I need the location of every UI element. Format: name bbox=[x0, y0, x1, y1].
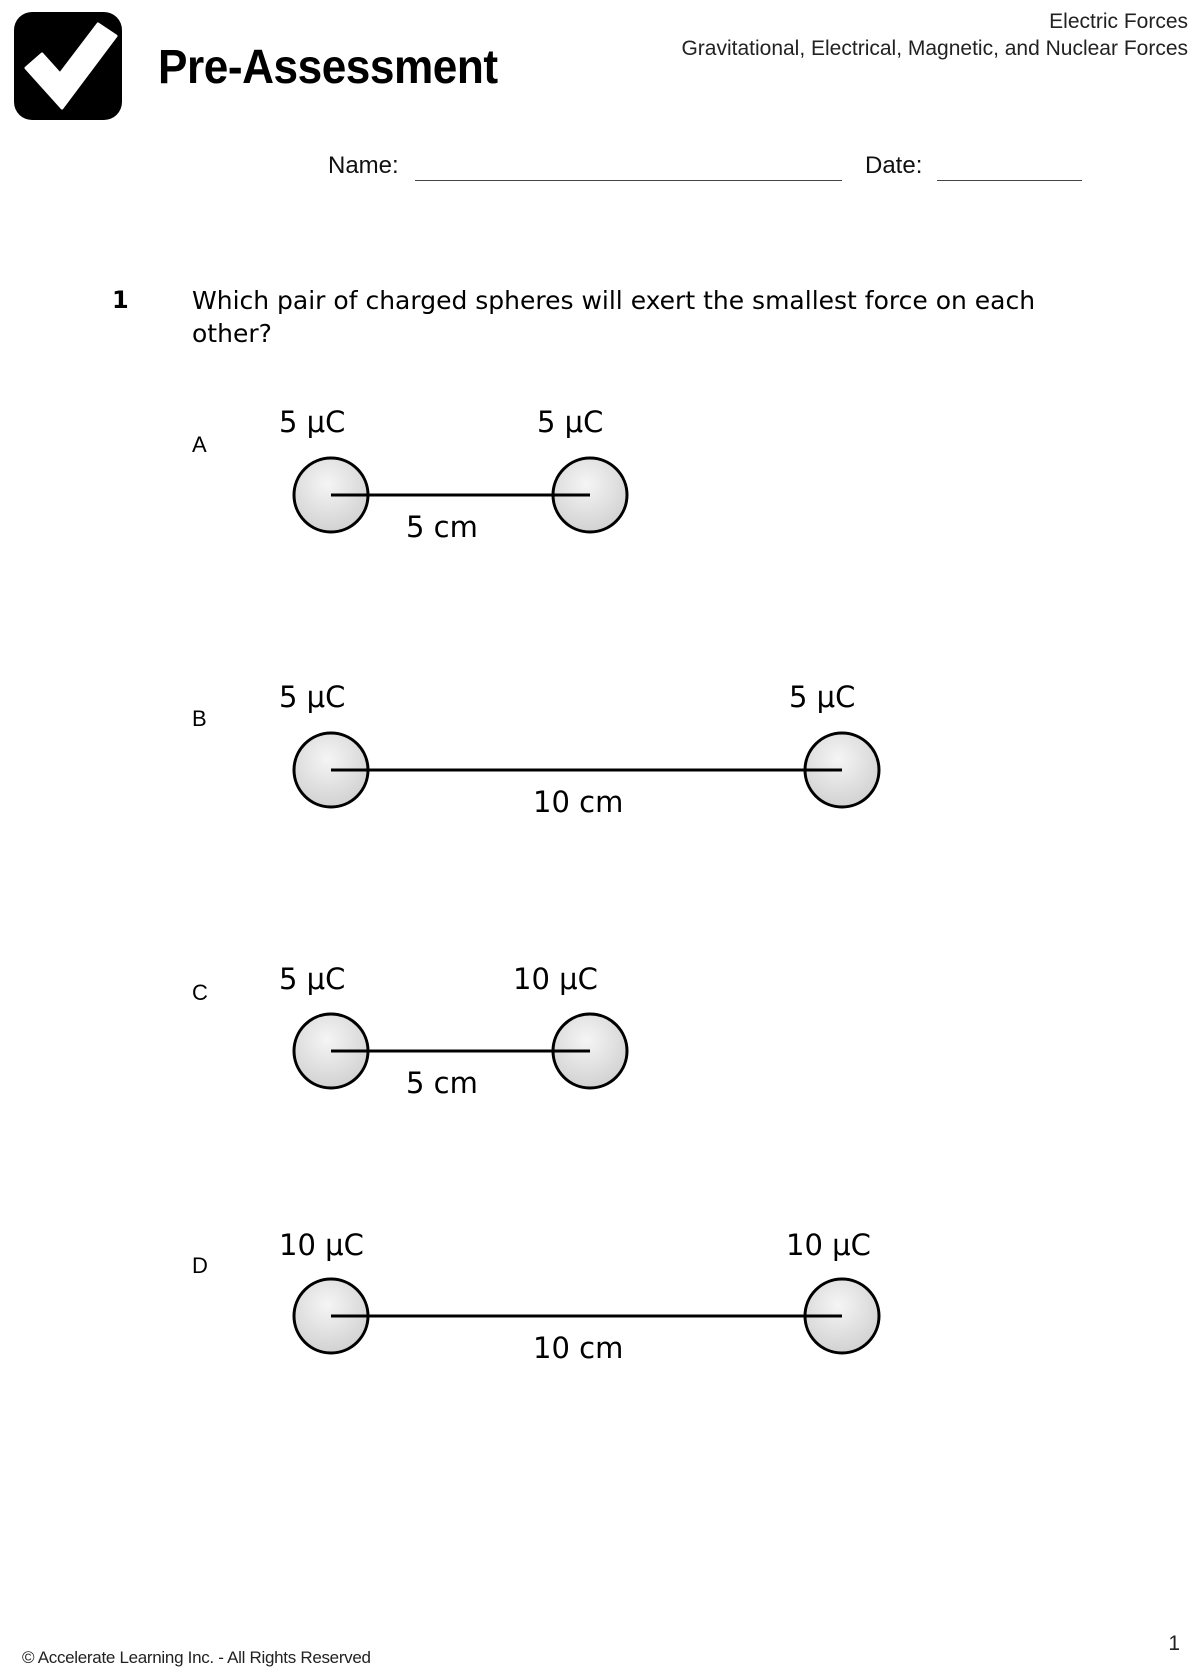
question-text: Which pair of charged spheres will exert the smallest force on each other? bbox=[192, 286, 1036, 348]
option-d-diagram bbox=[279, 1228, 879, 1365]
charge-label: 5 μC bbox=[279, 405, 346, 439]
option-b-letter[interactable]: B bbox=[192, 706, 207, 731]
charge-label: 5 μC bbox=[789, 680, 856, 714]
charge-label: 5 μC bbox=[537, 405, 604, 439]
distance-label: 5 cm bbox=[406, 1066, 478, 1100]
page-number: 1 bbox=[1168, 1632, 1180, 1655]
distance-label: 10 cm bbox=[533, 785, 624, 819]
topic-title: Electric Forces bbox=[1049, 10, 1188, 33]
unit-title: Gravitational, Electrical, Magnetic, and Nuclear Forces bbox=[681, 37, 1188, 60]
option-a-diagram bbox=[279, 405, 627, 544]
option-b-diagram bbox=[279, 680, 879, 819]
date-label: Date: bbox=[865, 152, 923, 179]
question-number: 1 bbox=[112, 286, 129, 314]
copyright-text: © Accelerate Learning Inc. - All Rights Reserved bbox=[22, 1648, 371, 1667]
option-a-letter[interactable]: A bbox=[192, 432, 207, 457]
page-title: Pre-Assessment bbox=[158, 41, 498, 94]
option-c-letter[interactable]: C bbox=[192, 980, 208, 1005]
charge-label: 5 μC bbox=[279, 962, 346, 996]
charge-label: 5 μC bbox=[279, 680, 346, 714]
option-d-letter[interactable]: D bbox=[192, 1253, 208, 1278]
distance-label: 5 cm bbox=[406, 510, 478, 544]
option-c-diagram bbox=[279, 962, 627, 1100]
charge-label: 10 μC bbox=[279, 1228, 364, 1262]
charge-label: 10 μC bbox=[513, 962, 598, 996]
distance-label: 10 cm bbox=[533, 1331, 624, 1365]
name-label: Name: bbox=[328, 152, 399, 179]
charge-label: 10 μC bbox=[786, 1228, 871, 1262]
